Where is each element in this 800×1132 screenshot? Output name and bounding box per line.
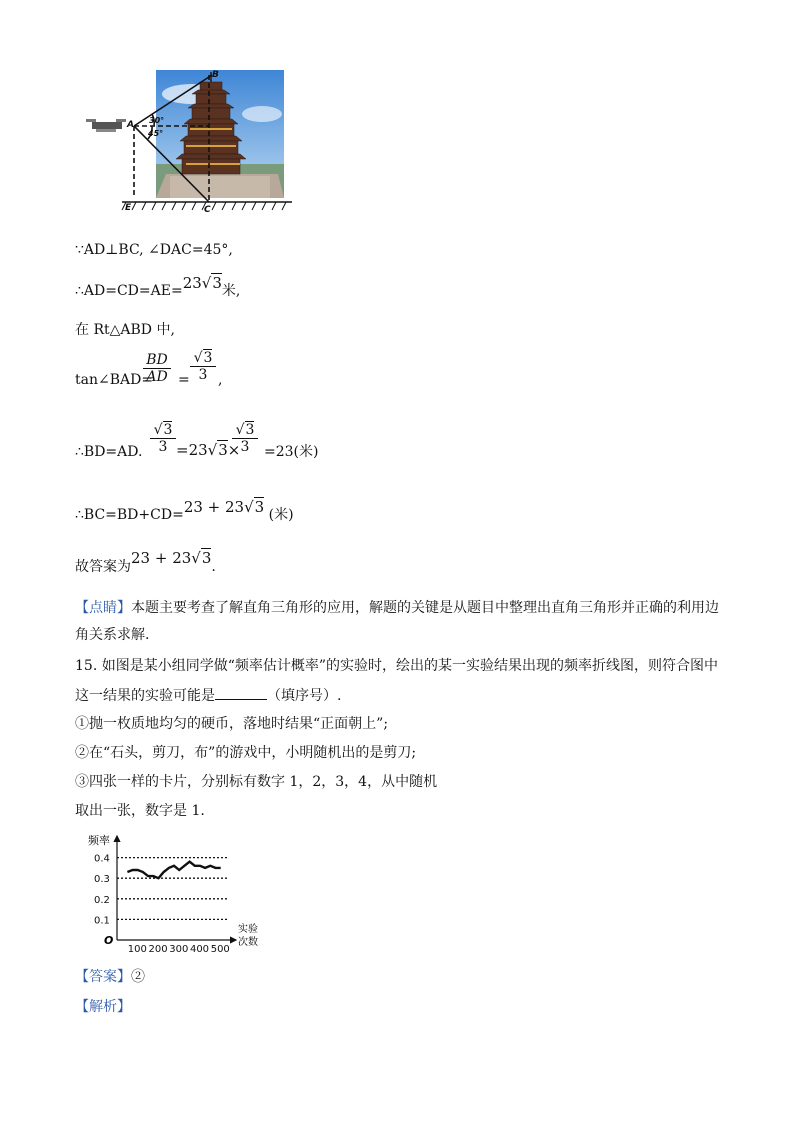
drone-icon	[86, 119, 126, 132]
question-15-line-1: 15. 如图是某小组同学做“频率估计概率”的实验时，绘出的某一实验结果出现的频率折线图，则符合图中	[75, 658, 719, 674]
answer-line: 【答案】②	[75, 969, 145, 985]
question-15-line-2: 这一结果的实验可能是 （填序号）.	[75, 685, 341, 706]
point-label-e: E	[125, 203, 132, 213]
question-15-option-3b: 取出一张，数字是 1.	[75, 803, 205, 819]
x-tick-label: 200	[148, 944, 168, 955]
question-15-option-3: ③四张一样的卡片，分别标有数字 1，2，3，4，从中随机	[75, 774, 438, 790]
x-tick-label: 500	[210, 944, 230, 955]
solution-line-5-prefix: ∴BD=AD.	[75, 444, 143, 460]
analysis-tag: 【解析】	[75, 999, 131, 1015]
x-tick-label: 400	[189, 944, 210, 955]
point-label-a: A	[127, 120, 134, 130]
fraction-bd-ad: $\frac{BD}{AD}$	[143, 352, 171, 385]
tower-figure	[82, 64, 297, 214]
y-tick-label: 0.1	[94, 915, 110, 927]
solution-line-5-mid: =23√3×	[176, 441, 241, 459]
question-15-option-2: ②在“石头，剪刀，布”的游戏中，小明随机出的是剪刀;	[75, 745, 417, 761]
fraction-sqrt3-3: $\frac{√3}{3}$	[190, 350, 216, 383]
solution-line-1: ∵AD⊥BC, ∠DAC=45°,	[75, 242, 233, 258]
x-axis-label-line1: 实验	[238, 924, 258, 935]
y-tick-label: 0.2	[94, 894, 110, 906]
angle-label-45: 45°	[148, 129, 164, 138]
point-label-c: C	[204, 205, 211, 214]
fraction-sqrt3-3-b: $\frac{√3}{3}$	[150, 422, 176, 455]
x-axis-label-line2: 次数	[238, 937, 258, 948]
comment-line-1: 【点睛】本题主要考查了解直角三角形的应用，解题的关键是从题目中整理出直角三角形并正确的利用边	[75, 600, 719, 616]
point-label-b: B	[212, 70, 219, 80]
solution-line-2: ∴AD=CD=AE=23√3米,	[75, 274, 241, 299]
x-tick-label: 300	[169, 944, 189, 955]
solution-line-4-prefix: tan∠BAD=	[75, 372, 154, 388]
question-15-option-1: ①抛一枚质地均匀的硬币，落地时结果“正面朝上”;	[75, 716, 389, 732]
solution-line-7: 故答案为23 + 23√3.	[75, 549, 216, 575]
solution-line-3: 在 Rt△ABD 中,	[75, 322, 175, 338]
frequency-line-chart	[76, 832, 276, 956]
answer-blank	[215, 685, 267, 700]
fraction-sqrt3-3-c: $\frac{√3}{3}$	[232, 422, 258, 455]
y-tick-label: 0.4	[94, 853, 110, 865]
y-tick-label: 0.3	[94, 874, 110, 886]
angle-label-30: 30°	[149, 116, 165, 125]
frequency-series-line	[127, 862, 220, 879]
origin-label: O	[104, 934, 114, 947]
solution-line-6: ∴BC=BD+CD=23 + 23√3 (米)	[75, 498, 294, 523]
comment-line-2: 角关系求解.	[75, 627, 150, 643]
x-tick-label: 100	[127, 944, 147, 955]
y-axis-label: 频率	[88, 834, 110, 847]
